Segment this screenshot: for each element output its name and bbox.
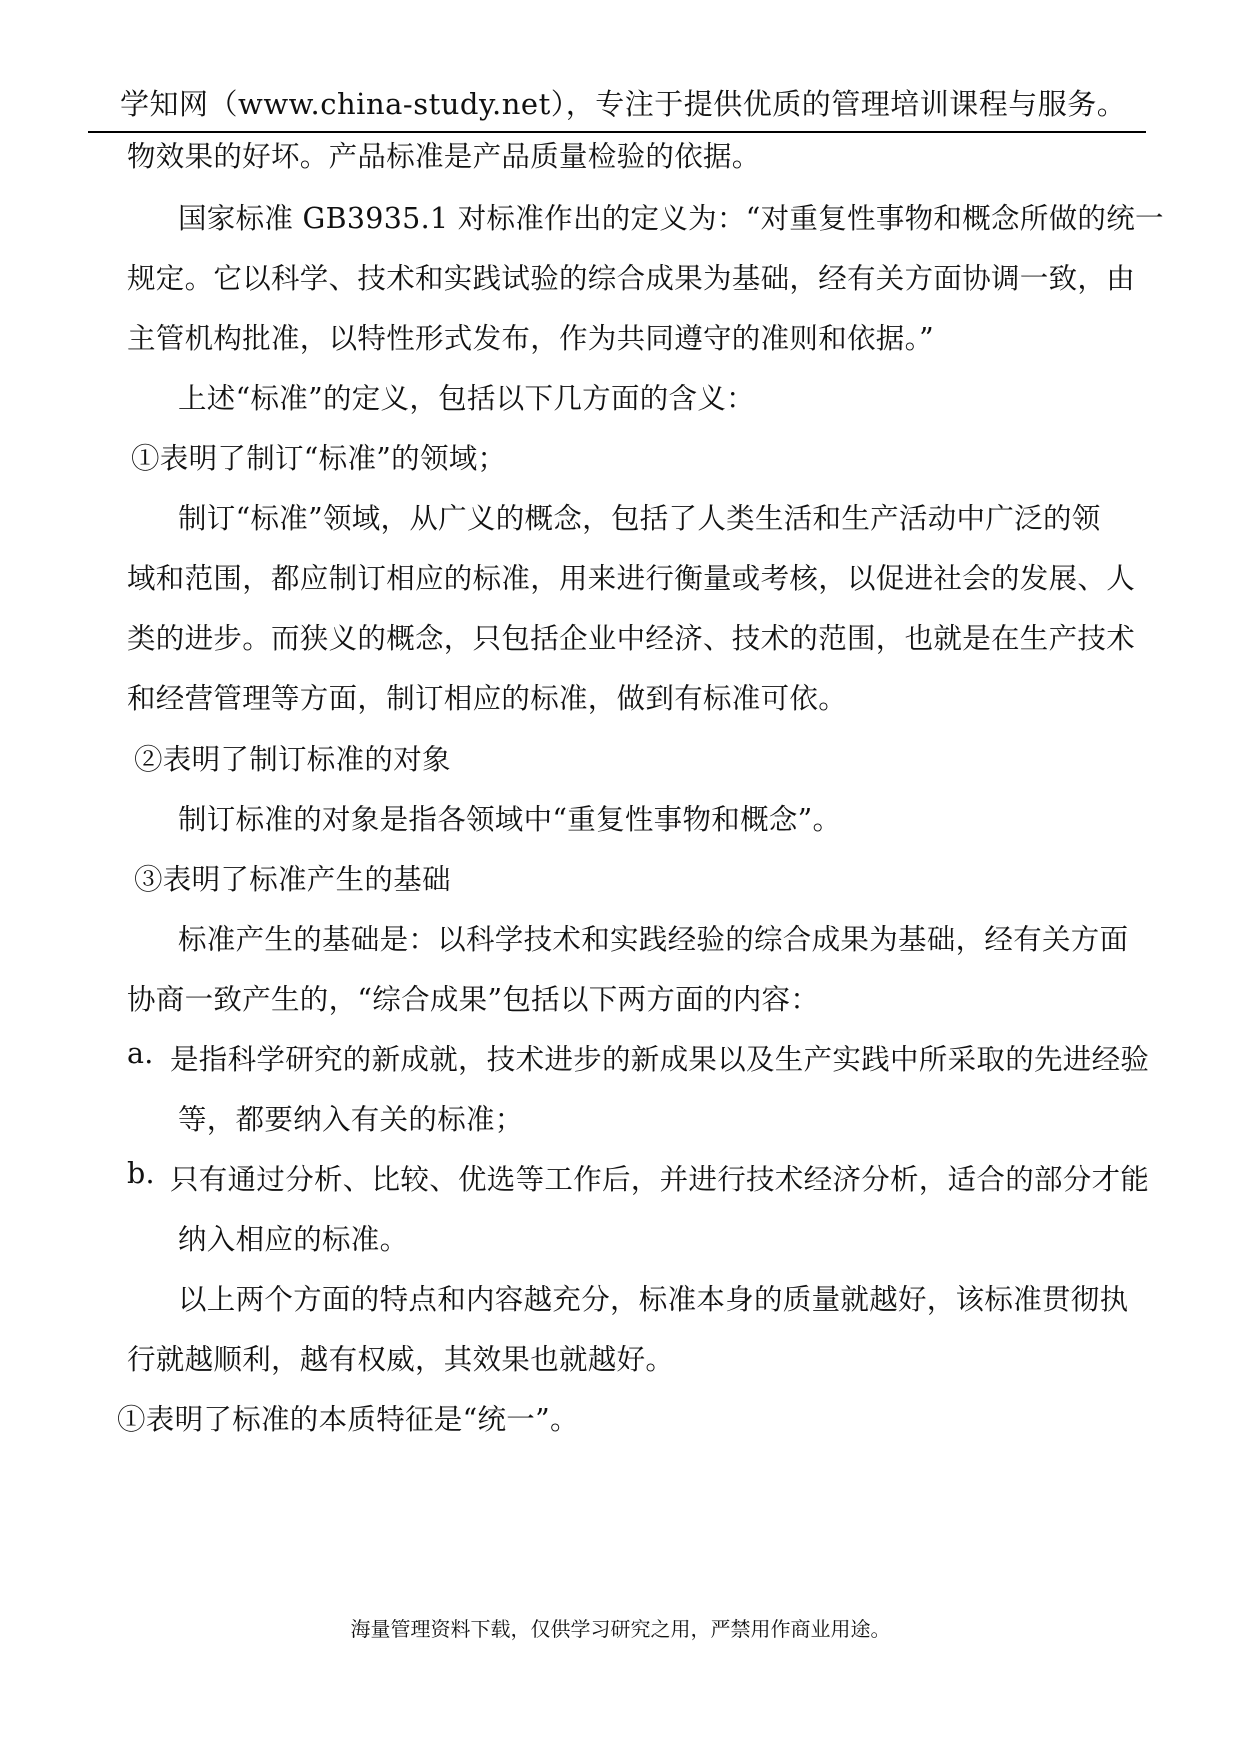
- paragraph-line: 国家标准 GB3935.1 对标准作出的定义为：“对重复性事物和概念所做的统一: [178, 202, 1164, 235]
- list-item-a-continued: 等，都要纳入有关的标准；: [178, 1103, 524, 1136]
- list-item-b: 只有通过分析、比较、优选等工作后，并进行技术经济分析，适合的部分才能: [170, 1163, 1150, 1196]
- paragraph-line: 类的进步。而狭义的概念，只包括企业中经济、技术的范围，也就是在生产技术: [127, 622, 1136, 655]
- paragraph-line: 标准产生的基础是：以科学技术和实践经验的综合成果为基础，经有关方面: [178, 923, 1129, 956]
- list-heading: ①表明了制订“标准”的领域；: [131, 442, 507, 475]
- page-footer: 海量管理资料下载，仅供学习研究之用，严禁用作商业用途。: [350, 1617, 891, 1641]
- list-heading: ②表明了制订标准的对象: [134, 743, 451, 776]
- paragraph-line: 域和范围，都应制订相应的标准，用来进行衡量或考核，以促进社会的发展、人: [127, 562, 1136, 595]
- paragraph-line: 以上两个方面的特点和内容越充分，标准本身的质量就越好，该标准贯彻执: [178, 1283, 1129, 1316]
- paragraph-line: 规定。它以科学、技术和实践试验的综合成果为基础，经有关方面协调一致，由: [127, 262, 1136, 295]
- paragraph-line: 行就越顺利，越有权威，其效果也就越好。: [127, 1343, 675, 1376]
- paragraph-line: 上述“标准”的定义，包括以下几方面的含义：: [178, 382, 755, 415]
- list-marker-b: b.: [127, 1157, 155, 1190]
- list-heading: ③表明了标准产生的基础: [134, 863, 451, 896]
- header-divider: [88, 131, 1146, 133]
- paragraph-line: 和经营管理等方面，制订相应的标准，做到有标准可依。: [127, 682, 848, 715]
- paragraph-line: 协商一致产生的，“综合成果”包括以下两方面的内容：: [127, 983, 820, 1016]
- paragraph-line: 制订“标准”领域，从广义的概念，包括了人类生活和生产活动中广泛的领: [178, 502, 1101, 535]
- list-item-b-continued: 纳入相应的标准。: [178, 1223, 409, 1256]
- paragraph-line: 物效果的好坏。产品标准是产品质量检验的依据。: [127, 140, 761, 173]
- list-item-a: 是指科学研究的新成就，技术进步的新成果以及生产实践中所采取的先进经验: [170, 1043, 1150, 1076]
- list-marker-a: a.: [127, 1037, 154, 1070]
- list-heading: ①表明了标准的本质特征是“统一”。: [117, 1403, 579, 1436]
- paragraph-line: 主管机构批准，以特性形式发布，作为共同遵守的准则和依据。”: [127, 322, 935, 355]
- page-header: 学知网（www.china-study.net），专注于提供优质的管理培训课程与服务。: [120, 87, 1127, 121]
- paragraph-line: 制订标准的对象是指各领域中“重复性事物和概念”。: [178, 803, 842, 836]
